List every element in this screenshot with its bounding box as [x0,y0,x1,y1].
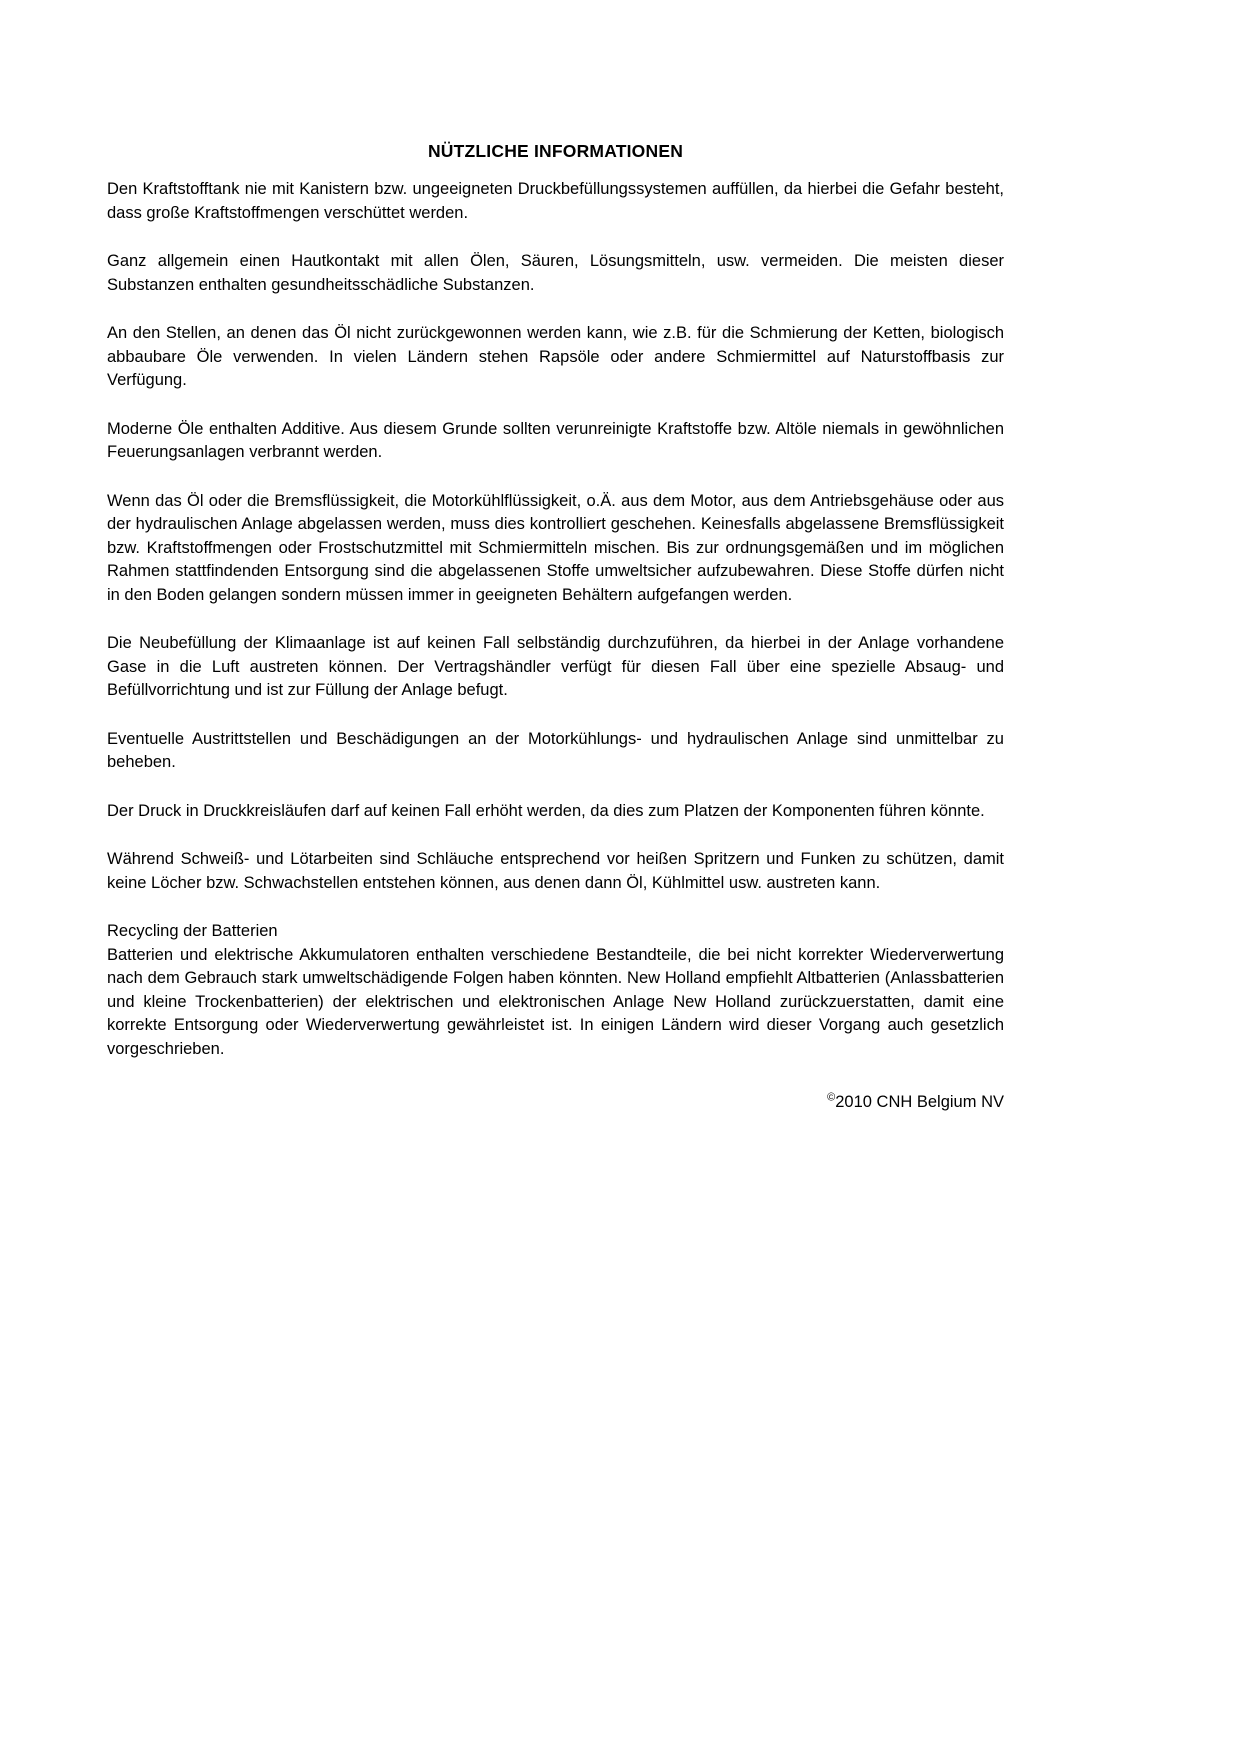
paragraph-air-conditioning: Die Neubefüllung der Klimaanlage ist auf keinen Fall selbständig durchzuführen, da hierbei in der Anlage vorhandene Gase in die Luft austreten können. Der Vertragshändler verfügt für diesen Fall über eine spezielle Absaug- und Befüllvorrichtung und ist zur Füllung der Anlage befugt. [107,634,1004,699]
page-title: NÜTZLICHE INFORMATIONEN [427,141,684,161]
paragraph-biodegradable-oils: An den Stellen, an denen das Öl nicht zurückgewonnen werden kann, wie z.B. für die Schmierung der Ketten, biologisch abbaubare Öle verwenden. In vielen Ländern stehen Rapsöle oder andere Schmiermittel auf Naturstoffbasis zur Verfügung. [107,324,1004,389]
paragraph-leak-repair: Eventuelle Austrittstellen und Beschädigungen an der Motorkühlungs- und hydraulischen Anlage sind unmittelbar zu beheben. [107,729,1004,771]
recycling-heading: Recycling der Batterien [107,922,278,940]
paragraph-welding-protection: Während Schweiß- und Lötarbeiten sind Schläuche entsprechend vor heißen Spritzern und Funken zu schützen, damit keine Löcher bzw. Schwachstellen entstehen können, aus denen dann Öl, Kühlmittel usw. austreten kann. [107,850,1004,892]
paragraph-modern-oils: Moderne Öle enthalten Additive. Aus diesem Grunde sollten verunreinigte Kraftstoffe bzw. Altöle niemals in gewöhnlichen Feuerungsanlagen verbrannt werden. [107,419,1004,461]
paragraph-fuel-tank: Den Kraftstofftank nie mit Kanistern bzw. ungeeigneten Druckbefüllungssystemen auffüllen, da hierbei die Gefahr besteht, dass große Kraftstoffmengen verschüttet werden. [107,180,1004,222]
copyright-line [107,1091,1004,1115]
copyright-text: 2010 CNH Belgium NV [835,1093,1004,1111]
paragraph-pressure-circuits: Der Druck in Druckkreisläufen darf auf keinen Fall erhöht werden, da dies zum Platzen der Komponenten führen könnte. [107,801,985,820]
recycling-section [107,920,1004,1061]
paragraph-fluid-draining: Wenn das Öl oder die Bremsflüssigkeit, die Motorkühlflüssigkeit, o.Ä. aus dem Motor, aus dem Antriebsgehäuse oder aus der hydraulischen Anlage abgelassen werden, muss dies kontrolliert geschehen. Keinesfalls abgelassene Bremsflüssigkeit bzw. Kraftstoffmengen oder Frostschutzmittel mit Schmiermitteln mischen. Bis zur ordnungsgemäßen und im möglichen Rahmen stattfindenden Entsorgung sind die abgelassenen Stoffe umweltsicher aufzubewahren. Diese Stoffe dürfen nicht in den Boden gelangen sondern müssen immer in geeigneten Behältern aufgefangen werden. [107,491,1004,604]
recycling-text: Batterien und elektrische Akkumulatoren enthalten verschiedene Bestandteile, die bei nicht korrekter Wiederverwertung nach dem Gebrauch stark umweltschädigende Folgen haben könnten. New Holland empfiehlt Altbatterien (Anlassbatterien und kleine Trockenbatterien) der elektrischen und elektronischen Anlage New Holland zurückzuerstatten, damit eine korrekte Entsorgung oder Wiederverwertung gewährleistet ist. In einigen Ländern wird dieser Vorgang auch gesetzlich vorgeschrieben. [107,945,1004,1058]
paragraph-skin-contact: Ganz allgemein einen Hautkontakt mit allen Ölen, Säuren, Lösungsmitteln, usw. vermeiden. Die meisten dieser Substanzen enthalten gesundheitsschädliche Substanzen. [107,252,1004,294]
copyright-symbol: © [827,1091,836,1104]
document-content [107,141,1004,1115]
